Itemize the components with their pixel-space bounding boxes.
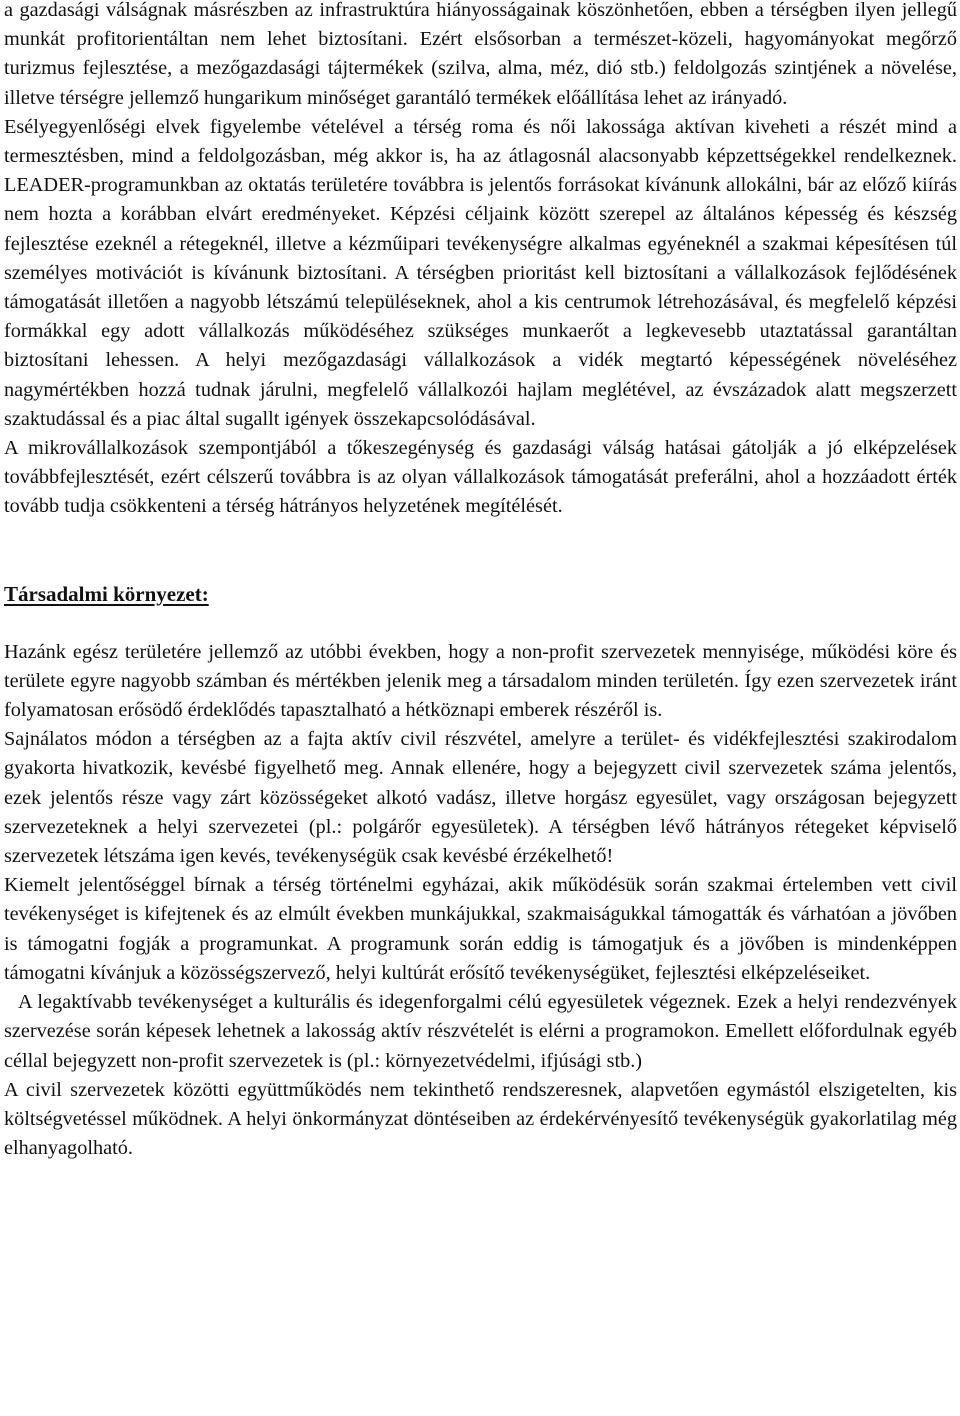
paragraph-rural-economy: a gazdasági válságnak másrészben az infrastruktúra hiányosságainak köszönhetően, ebben a térségben ilyen jellegű munkát profitorientáltan nem lehet biztosítani. Ezért elsősorban a természet-közeli, hagyományokat megőrző turizmus fejlesztése, a mezőgazdasági tájtermékek (szilva, alma, méz, dió stb.) feldolgozás szintjének a növelése, illetve térségre jellemző hungarikum minőséget garantáló termékek előállítása lehet az irányadó. <box>4 0 957 109</box>
section-heading-social-environment: Társadalmi környezet: <box>4 581 209 606</box>
paragraph-churches: Kiemelt jelentőséggel bírnak a térség történelmi egyházai, akik működésük során szakmai értelemben vett civil tevékenységet is kifejtenek és az elmúlt években munkájukkal, szakmaiságukkal támogatták és várhatóan a jövőben is támogatni fogják a programunkat. A programunk során eddig is támogatjuk és a jövőben is mindenképpen támogatni kívánjuk a közösségszervező, helyi kultúrát erősítő tevékenységüket, fejlesztési elképzeléseiket. <box>4 874 957 984</box>
paragraph-cooperation: A civil szervezetek közötti együttműködés nem tekinthető rendszeresnek, alapvetően egymástól elszigetelten, kis költségvetéssel működnek. A helyi önkormányzat döntéseiben az érdekérvényesítő tevékenységük gyakorlatilag még elhanyagolható. <box>4 1078 957 1160</box>
paragraph-micro-enterprises: A mikrovállalkozások szempontjából a tőkeszegénység és gazdasági válság hatásai gátolják a jó elképzelések továbbfejlesztését, ezért célszerű továbbra is az olyan vállalkozások támogatását preferálni, ahol a hozzáadott érték tovább tudja csökkenteni a térség hátrányos helyzetének megítélését. <box>4 437 957 518</box>
paragraph-civil-participation: Sajnálatos módon a térségben az a fajta aktív civil részvétel, amelyre a terület- és vidékfejlesztési szakirodalom gyakorta hivatkozik, kevésbé figyelhető meg. Annak ellenére, hogy a bejegyzett civil szervezetek száma jelentős, ezek jelentős része vagy zárt közösségeket alkotó vadász, illetve horgász egyesület, vagy országosan bejegyzett szervezeteknek a helyi szervezetei (pl.: polgárőr egyesületek). A térségben lévő hátrányos rétegeket képviselő szervezetek létszáma igen kevés, tevékenységük csak kevésbé érzékelhető! <box>4 728 957 868</box>
document-page <box>4 0 957 1163</box>
paragraph-nonprofit-trends: Hazánk egész területére jellemző az utóbbi években, hogy a non-profit szervezetek mennyisége, működési köre és területe egyre nagyobb számban és mértékben jelenik meg a társadalom minden területén. Így ezen szervezetek iránt folyamatosan erősödő érdeklődés tapasztalható a hétköznapi emberek részéről is. <box>4 640 957 722</box>
heading-spacer <box>4 609 957 638</box>
paragraph-equal-opportunities: Esélyegyenlőségi elvek figyelembe vételével a térség roma és női lakossága aktívan kiveheti a részét mind a termesztésben, mind a feldolgozásban, még akkor is, ha az átlagosnál alacsonyabb képzettségekkel rendelkeznek. LEADER-programunkban az oktatás területére továbbra is jelentős forrásokat kívánunk allokálni, bár az előző kiírás nem hozta a korábban elvárt eredményeket. Képzési céljaink között szerepel az általános képesség és készség fejlesztése ezeknél a rétegeknél, illetve a kézműipari tevékenységre alkalmas egyéneknél a szakmai képesítésen túl személyes motivációt is kívánunk biztosítani. A térségben prioritást kell biztosítani a vállalkozások fejlődésének támogatását illetően a nagyobb létszámú településeknek, ahol a kis centrumok létrehozásával, és megfelelő képzési formákkal egy adott vállalkozás működéséhez szükséges munkaerőt a legkevesebb utaztatással garantáltan biztosítani lehessen. A helyi mezőgazdasági vállalkozások a vidék megtartó képességének növeléséhez nagymértékben hozzá tudnak járulni, megfelelő vállalkozói hajlam meglétével, az évszázadok alatt megszerzett szaktudással és a piac által sugallt igények összekapcsolódásával. <box>4 115 957 430</box>
section-spacer <box>4 522 957 580</box>
paragraph-cultural-associations: A legaktívabb tevékenységet a kulturális és idegenforgalmi célú egyesületek végeznek. Ezek a helyi rendezvények szervezése során képesek lehetnek a lakosság aktív részvételét is elérni a programokon. Emellett előfordulnak egyéb céllal bejegyzett non-profit szervezetek is (pl.: környezetvédelmi, ifjúsági stb.) <box>4 991 957 1072</box>
